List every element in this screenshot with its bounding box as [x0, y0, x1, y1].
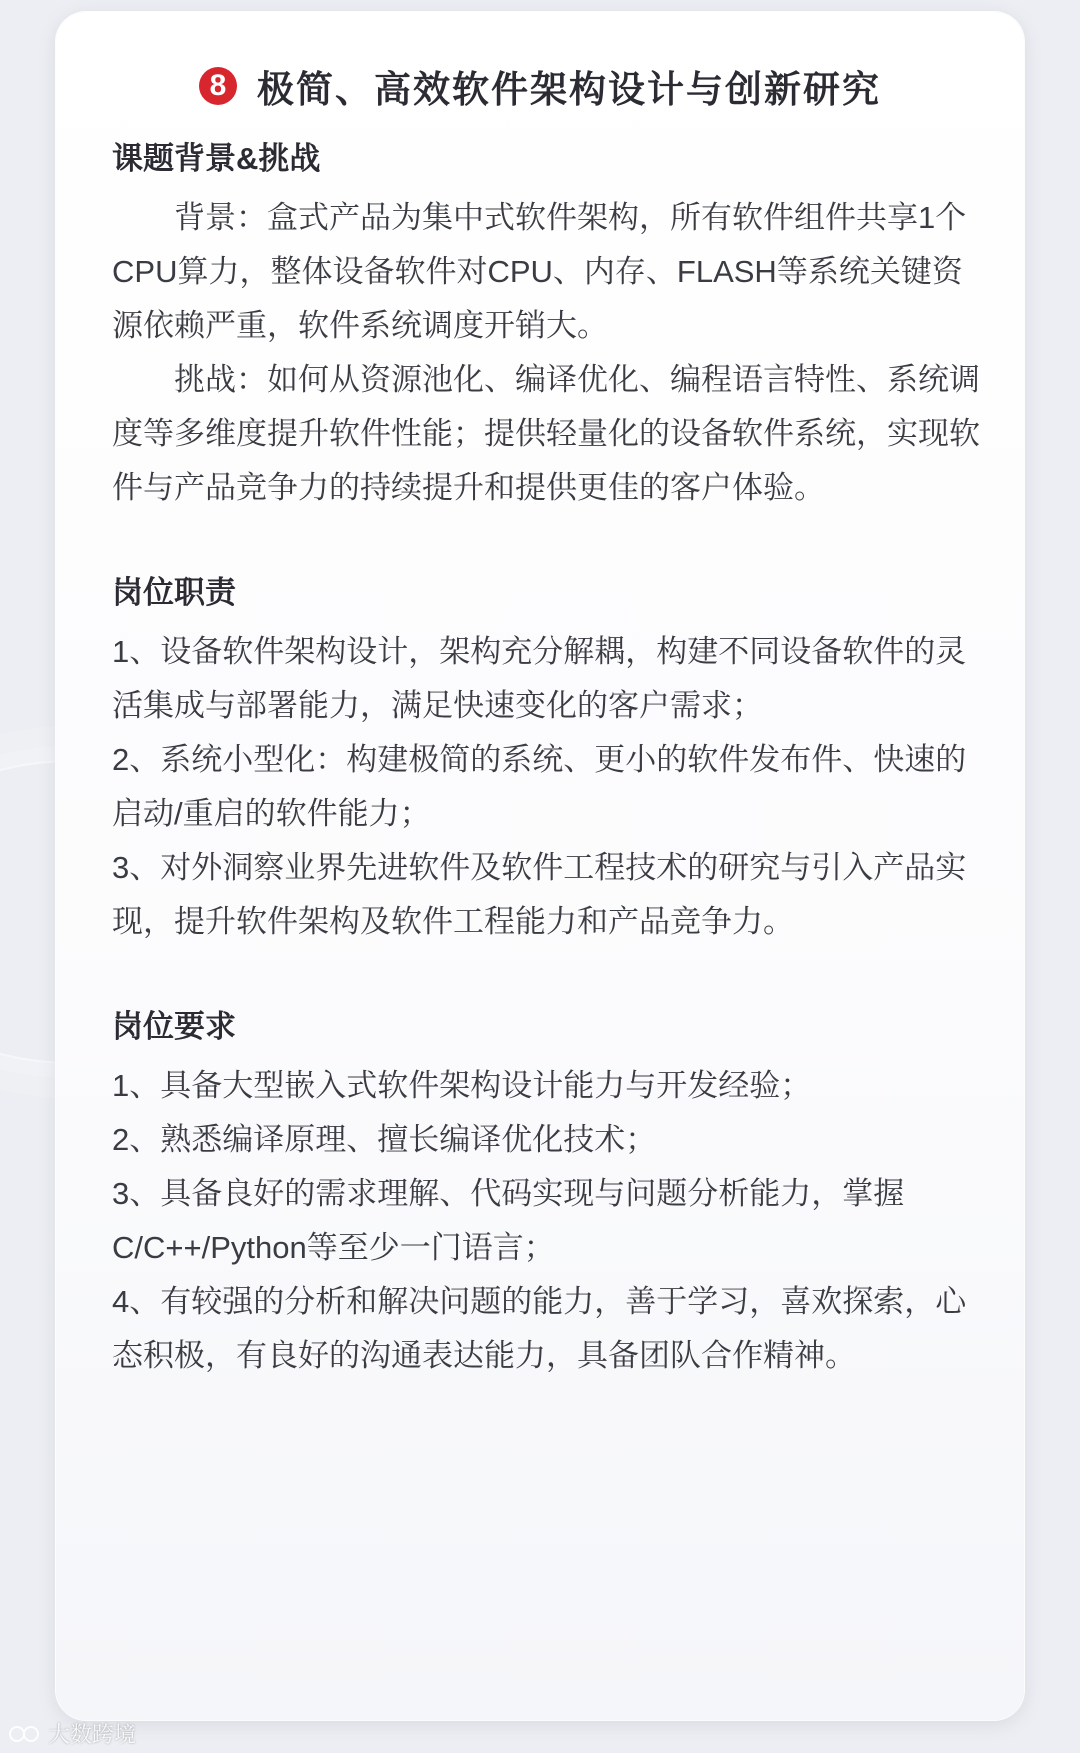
list-item: 2、系统小型化：构建极简的系统、更小的软件发布件、快速的启动/重启的软件能力； [112, 742, 967, 831]
content-card [56, 12, 1024, 1720]
list-item: 4、有较强的分析和解决问题的能力，善于学习，喜欢探索，心态积极，有良好的沟通表达能力，具备团队合作精神。 [112, 1284, 967, 1373]
list-item: 3、具备良好的需求理解、代码实现与问题分析能力，掌握C/C++/Python等至少一门语言； [112, 1176, 905, 1265]
list-item: 2、熟悉编译原理、擅长编译优化技术； [112, 1122, 657, 1157]
section-spacer [112, 949, 992, 1005]
watermark [8, 1718, 136, 1749]
watermark-text: 大数跨境 [48, 1722, 137, 1747]
watermark-logo-icon [8, 1723, 42, 1745]
title-row [56, 60, 1024, 112]
number-badge: 8 [199, 67, 237, 105]
content-body [112, 137, 992, 1383]
section-requirements [112, 1005, 992, 1383]
list-item: 1、具备大型嵌入式软件架构设计能力与开发经验； [112, 1068, 812, 1103]
list-item: 1、设备软件架构设计，架构充分解耦，构建不同设备软件的灵活集成与部署能力，满足快速变化的客户需求； [112, 634, 967, 723]
paragraph-challenge: 挑战：如何从资源池化、编译优化、编程语言特性、系统调度等多维度提升软件性能；提供轻量化的设备软件系统，实现软件与产品竞争力的持续提升和提供更佳的客户体验。 [112, 362, 980, 505]
section-spacer [112, 515, 992, 571]
section-background [112, 137, 992, 515]
section-heading: 课题背景&挑战 [112, 141, 321, 176]
paragraph-background: 背景：盒式产品为集中式软件架构，所有软件组件共享1个CPU算力，整体设备软件对CPU、内存、FLASH等系统关键资源依赖严重，软件系统调度开销大。 [112, 200, 967, 343]
section-heading: 岗位要求 [112, 1009, 236, 1044]
list-item: 3、对外洞察业界先进软件及软件工程技术的研究与引入产品实现，提升软件架构及软件工程能力和产品竞争力。 [112, 850, 967, 939]
page-title: 极简、高效软件架构设计与创新研究 [257, 69, 881, 110]
section-heading: 岗位职责 [112, 575, 236, 610]
section-duties [112, 571, 992, 949]
